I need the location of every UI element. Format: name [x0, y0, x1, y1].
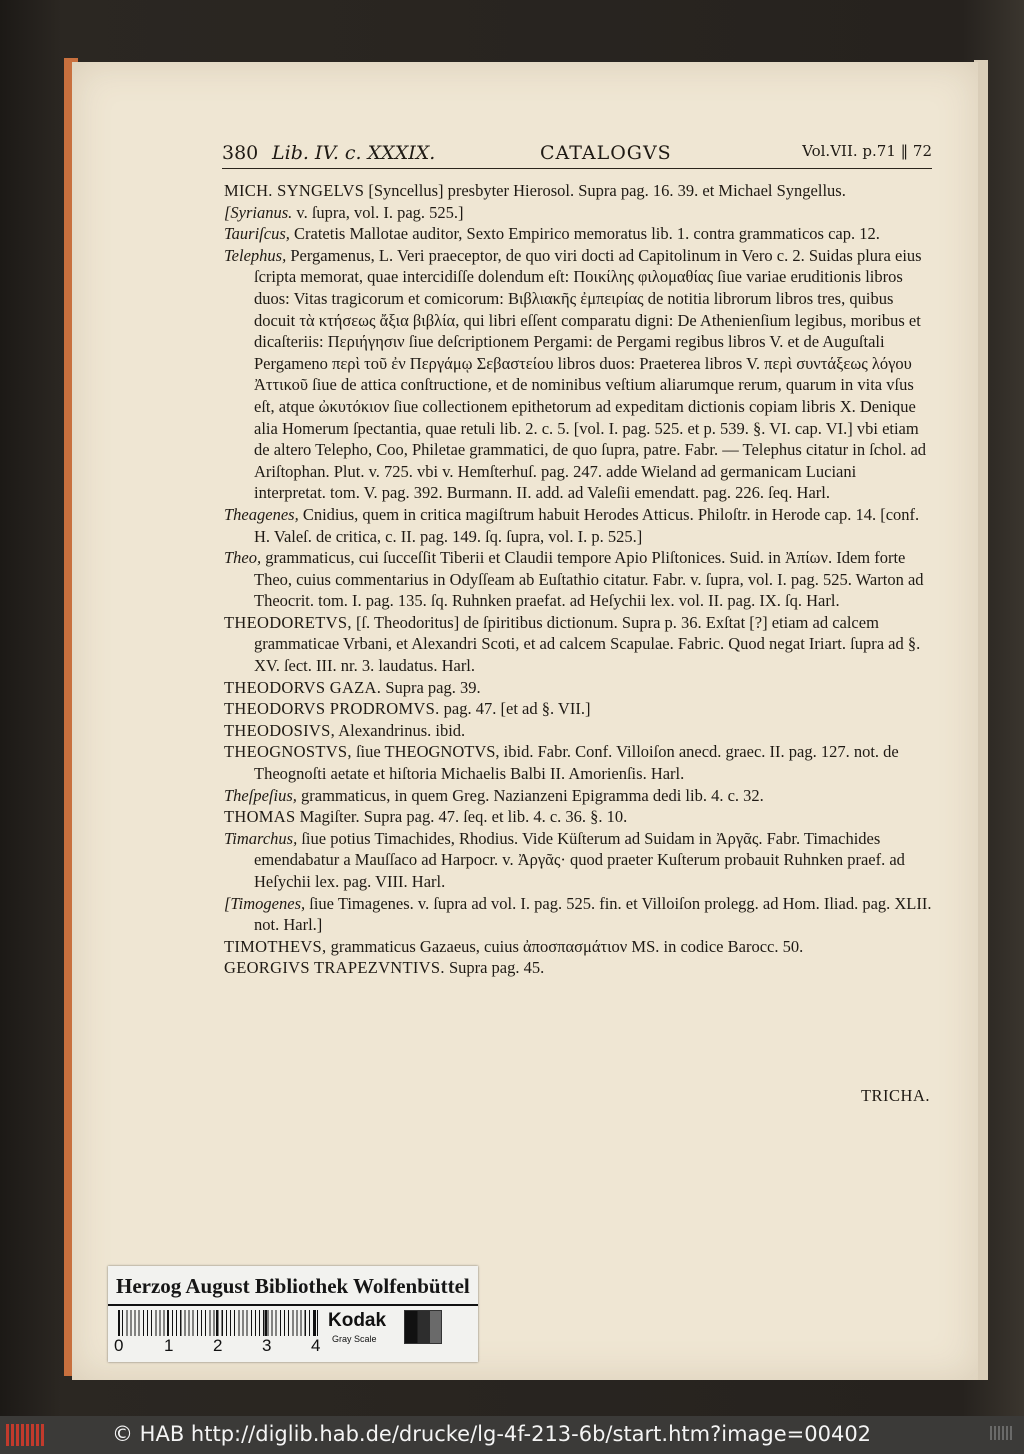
entry-text: Pergamenus, L. Veri praeceptor, de quo viri docti ad Capitolinum in Vero c. 2. Suidas plura eius ſcripta memorat, quae intercidiſſe dolendum eſt: Ποικίλης φιλομαθίας ſiue variae eruditionis libros duos: Vitas tragicorum et comicorum: Βιβλιακῆς ἐμπειρίας de notitia librorum libros tres, quibus docuit τὰ κτήσεως ἄξια βιβλία, qui libri eſſent comparatu digni: De Athenienſium legibus, moribus et dicaſteriis: Περιήγησιν ſiue deſcriptionem Pergami: de Pergami regibus libros V. et de Auguſtali Pergameno περὶ τοῦ ἐν Περγάμῳ Σεβαστείου libros duos: Praeterea libros V. περὶ συντάξεως λόγου Ἀττικοῦ ſiue de attica conſtructione, et de nominibus veſtium aliarumque rerum, quarum in vita vſus eſt, atque ὠκυτόκιον ſiue collectionem epithetorum ad expeditam dictionis copiam libris X. Denique alia Homerum ſpectantia, quae retuli lib. 2. c. 5. [vol. I. pag. 525. et p. 539. §. VI. cap. VI.] vbi etiam de altero Telepho, Coo, Philetae grammatici, de quo ſupra, patre. Fabr. — Telephus citatur in ſchol. ad Ariſtophan. Plut. v. 725. vbi v. Hemſterhuſ. pag. 247. adde Wieland ad germanicam Luciani interpretat. tom. V. pag. 392. Burmann. II. add. ad Valeſii emendatt. pag. 226. ſeq. Harl. — [254, 245, 927, 503]
entry-head: MICH. SYNGELVS — [224, 181, 365, 200]
entry-head: TIMOTHEVS, — [224, 936, 327, 956]
entry-head: Theagenes, — [224, 504, 299, 524]
entry-text: grammaticus, cui ſucceſſit Tiberii et Claudii tempore Apio Pliſtonices. Suid. in Ἀπίων. Idem forte Theo, cuius commentarius in Odyſſeam ab Euſtathio citatur. Fabr. v. ſupra, vol. I. pag. 525. Warton ad Theocrit. tom. I. pag. 135. ſq. Ruhnken praefat. ad Heſychii lex. vol. II. pag. IX. ſq. Harl. — [254, 548, 924, 611]
ruler-major-ticks — [118, 1310, 318, 1336]
scale-label — [108, 1266, 478, 1362]
entry-text: Cratetis Mallotae auditor, Sexto Empirico memoratus lib. 1. contra grammaticos cap. 12. — [289, 224, 880, 244]
catalog-entry — [224, 893, 932, 936]
catalog-entry — [224, 785, 932, 807]
copyright-url[interactable]: © HAB http://diglib.hab.de/drucke/lg-4f-213-6b/start.htm?image=00402 — [112, 1422, 872, 1446]
catalog-entry — [224, 504, 932, 547]
catalog-entry — [224, 180, 932, 202]
entry-head: Theſpeſius, — [224, 785, 297, 805]
entry-text: grammaticus, in quem Greg. Nazianzeni Epigramma dedi lib. 4. c. 32. — [296, 785, 764, 805]
entry-text: Cnidius, quem in critica magiſtrum habuit Herodes Atticus. Philoſtr. in Herode cap. 14. [conf. H. Valeſ. de critica, c. II. pag. 149. ſq. ſupra, vol. I. p. 525.] — [254, 504, 920, 546]
ruler-number: 3 — [262, 1336, 272, 1355]
entry-head: Theo, — [224, 548, 262, 568]
catalog-entry — [224, 698, 932, 720]
running-header — [222, 142, 932, 168]
catchword: TRICHA. — [860, 1086, 930, 1105]
entry-text: v. ſupra, vol. I. pag. 525.] — [292, 202, 464, 222]
kodak-subtitle: Gray Scale — [332, 1334, 377, 1344]
entry-text: [ſ. Theodoritus] de ſpiritibus dictionum. Supra p. 36. Exſtat [?] etiam ad calcem grammaticae Vrbani, et Alexandri Scoti, et ad calcem Scapulae. Fabric. Quod negat Iriart. ſupra ad §. XV. ſect. III. nr. 3. laudatus. Harl. — [254, 612, 921, 676]
entry-head: [Syrianus. — [224, 202, 293, 222]
ruler-number: 0 — [114, 1336, 124, 1355]
entry-head: Telephus, — [224, 245, 287, 265]
entry-head: THEODOSIVS, — [224, 720, 336, 740]
hab-logo-icon — [6, 1424, 44, 1446]
catalog-entry — [224, 936, 932, 958]
entry-head: THEODORVS PRODROMVS. — [224, 699, 440, 719]
entry-head: THEOGNOSTVS, — [224, 742, 352, 762]
gray-scale-patch — [404, 1310, 442, 1344]
entry-text: ſiue THEOGNOTVS, ibid. Fabr. Conf. Villoiſon anecd. graec. II. pag. 127. not. de Theognoſti aetate et hiſtoria Michaelis Balbi II. Amorienſis. Harl. — [254, 742, 899, 784]
page-number: 380 — [222, 142, 259, 164]
ruler-number: 1 — [164, 1336, 174, 1355]
entry-head: Timarchus, — [224, 828, 298, 848]
ruler-number: 4 — [311, 1336, 321, 1355]
entry-head: THEODORETVS, — [224, 612, 352, 632]
entry-head: THOMAS — [224, 807, 296, 827]
entry-text: ſiue potius Timachides, Rhodius. Vide Küſterum ad Suidam in Ἀργᾶς. Fabr. Timachides emendabatur a Mauſſaco ad Harpocr. v. Ἀργᾶς· quod praeter Kuſterum probauit Ruhnken praef. ad Heſychii lex. pag. VIII. Harl. — [254, 828, 905, 891]
catalog-entry — [224, 547, 932, 612]
entry-text: ſiue Timagenes. v. ſupra ad vol. I. pag. 525. fin. et Villoiſon prolegg. ad Hom. Iliad. pag. XLII. not. Harl.] — [254, 893, 932, 935]
catalog-entry — [224, 223, 932, 245]
header-rule — [222, 168, 932, 169]
label-divider — [108, 1304, 478, 1306]
catalog-entry — [224, 202, 932, 224]
catalog-body — [224, 180, 932, 979]
entry-text: Supra pag. 39. — [381, 677, 481, 697]
entry-text: pag. 47. [et ad §. VII.] — [439, 699, 591, 719]
catalog-entry — [224, 957, 932, 979]
catalog-entry — [224, 612, 932, 677]
volume-reference: Vol.VII. p.71 ‖ 72 — [802, 142, 932, 160]
catalog-entry — [224, 806, 932, 828]
entry-text: Alexandrinus. ibid. — [335, 720, 466, 740]
catalog-entry — [224, 677, 932, 699]
ruler-number: 2 — [213, 1336, 223, 1355]
catalog-entry — [224, 741, 932, 784]
entry-head: THEODORVS GAZA. — [224, 677, 382, 697]
entry-text: [Syncellus] presbyter Hierosol. Supra pag. 16. 39. et Michael Syngellus. — [364, 181, 846, 200]
entry-head: Tauriſcus, — [224, 224, 290, 244]
institution-name: Herzog August Bibliothek Wolfenbüttel — [116, 1274, 470, 1298]
watermark-icon — [990, 1426, 1014, 1440]
chapter-reference: Lib. IV. c. XXXIX. — [272, 142, 436, 164]
entry-text: Supra pag. 45. — [444, 958, 545, 978]
entry-text: grammaticus Gazaeus, cuius ἀποσπασμάτιον MS. in codice Barocc. 50. — [326, 936, 804, 956]
entry-head: GEORGIVS TRAPEZVNTIVS. — [224, 958, 445, 978]
entry-head: [Timogenes, — [224, 893, 306, 913]
kodak-brand: Kodak — [328, 1310, 387, 1331]
catalog-entry — [224, 720, 932, 742]
catalog-entry — [224, 245, 932, 504]
entry-text: Magiſter. Supra pag. 47. ſeq. et lib. 4. c. 36. §. 10. — [295, 807, 628, 827]
footer-bar — [0, 1416, 1024, 1454]
catalog-entry — [224, 828, 932, 893]
section-title: CATALOGVS — [540, 142, 672, 164]
